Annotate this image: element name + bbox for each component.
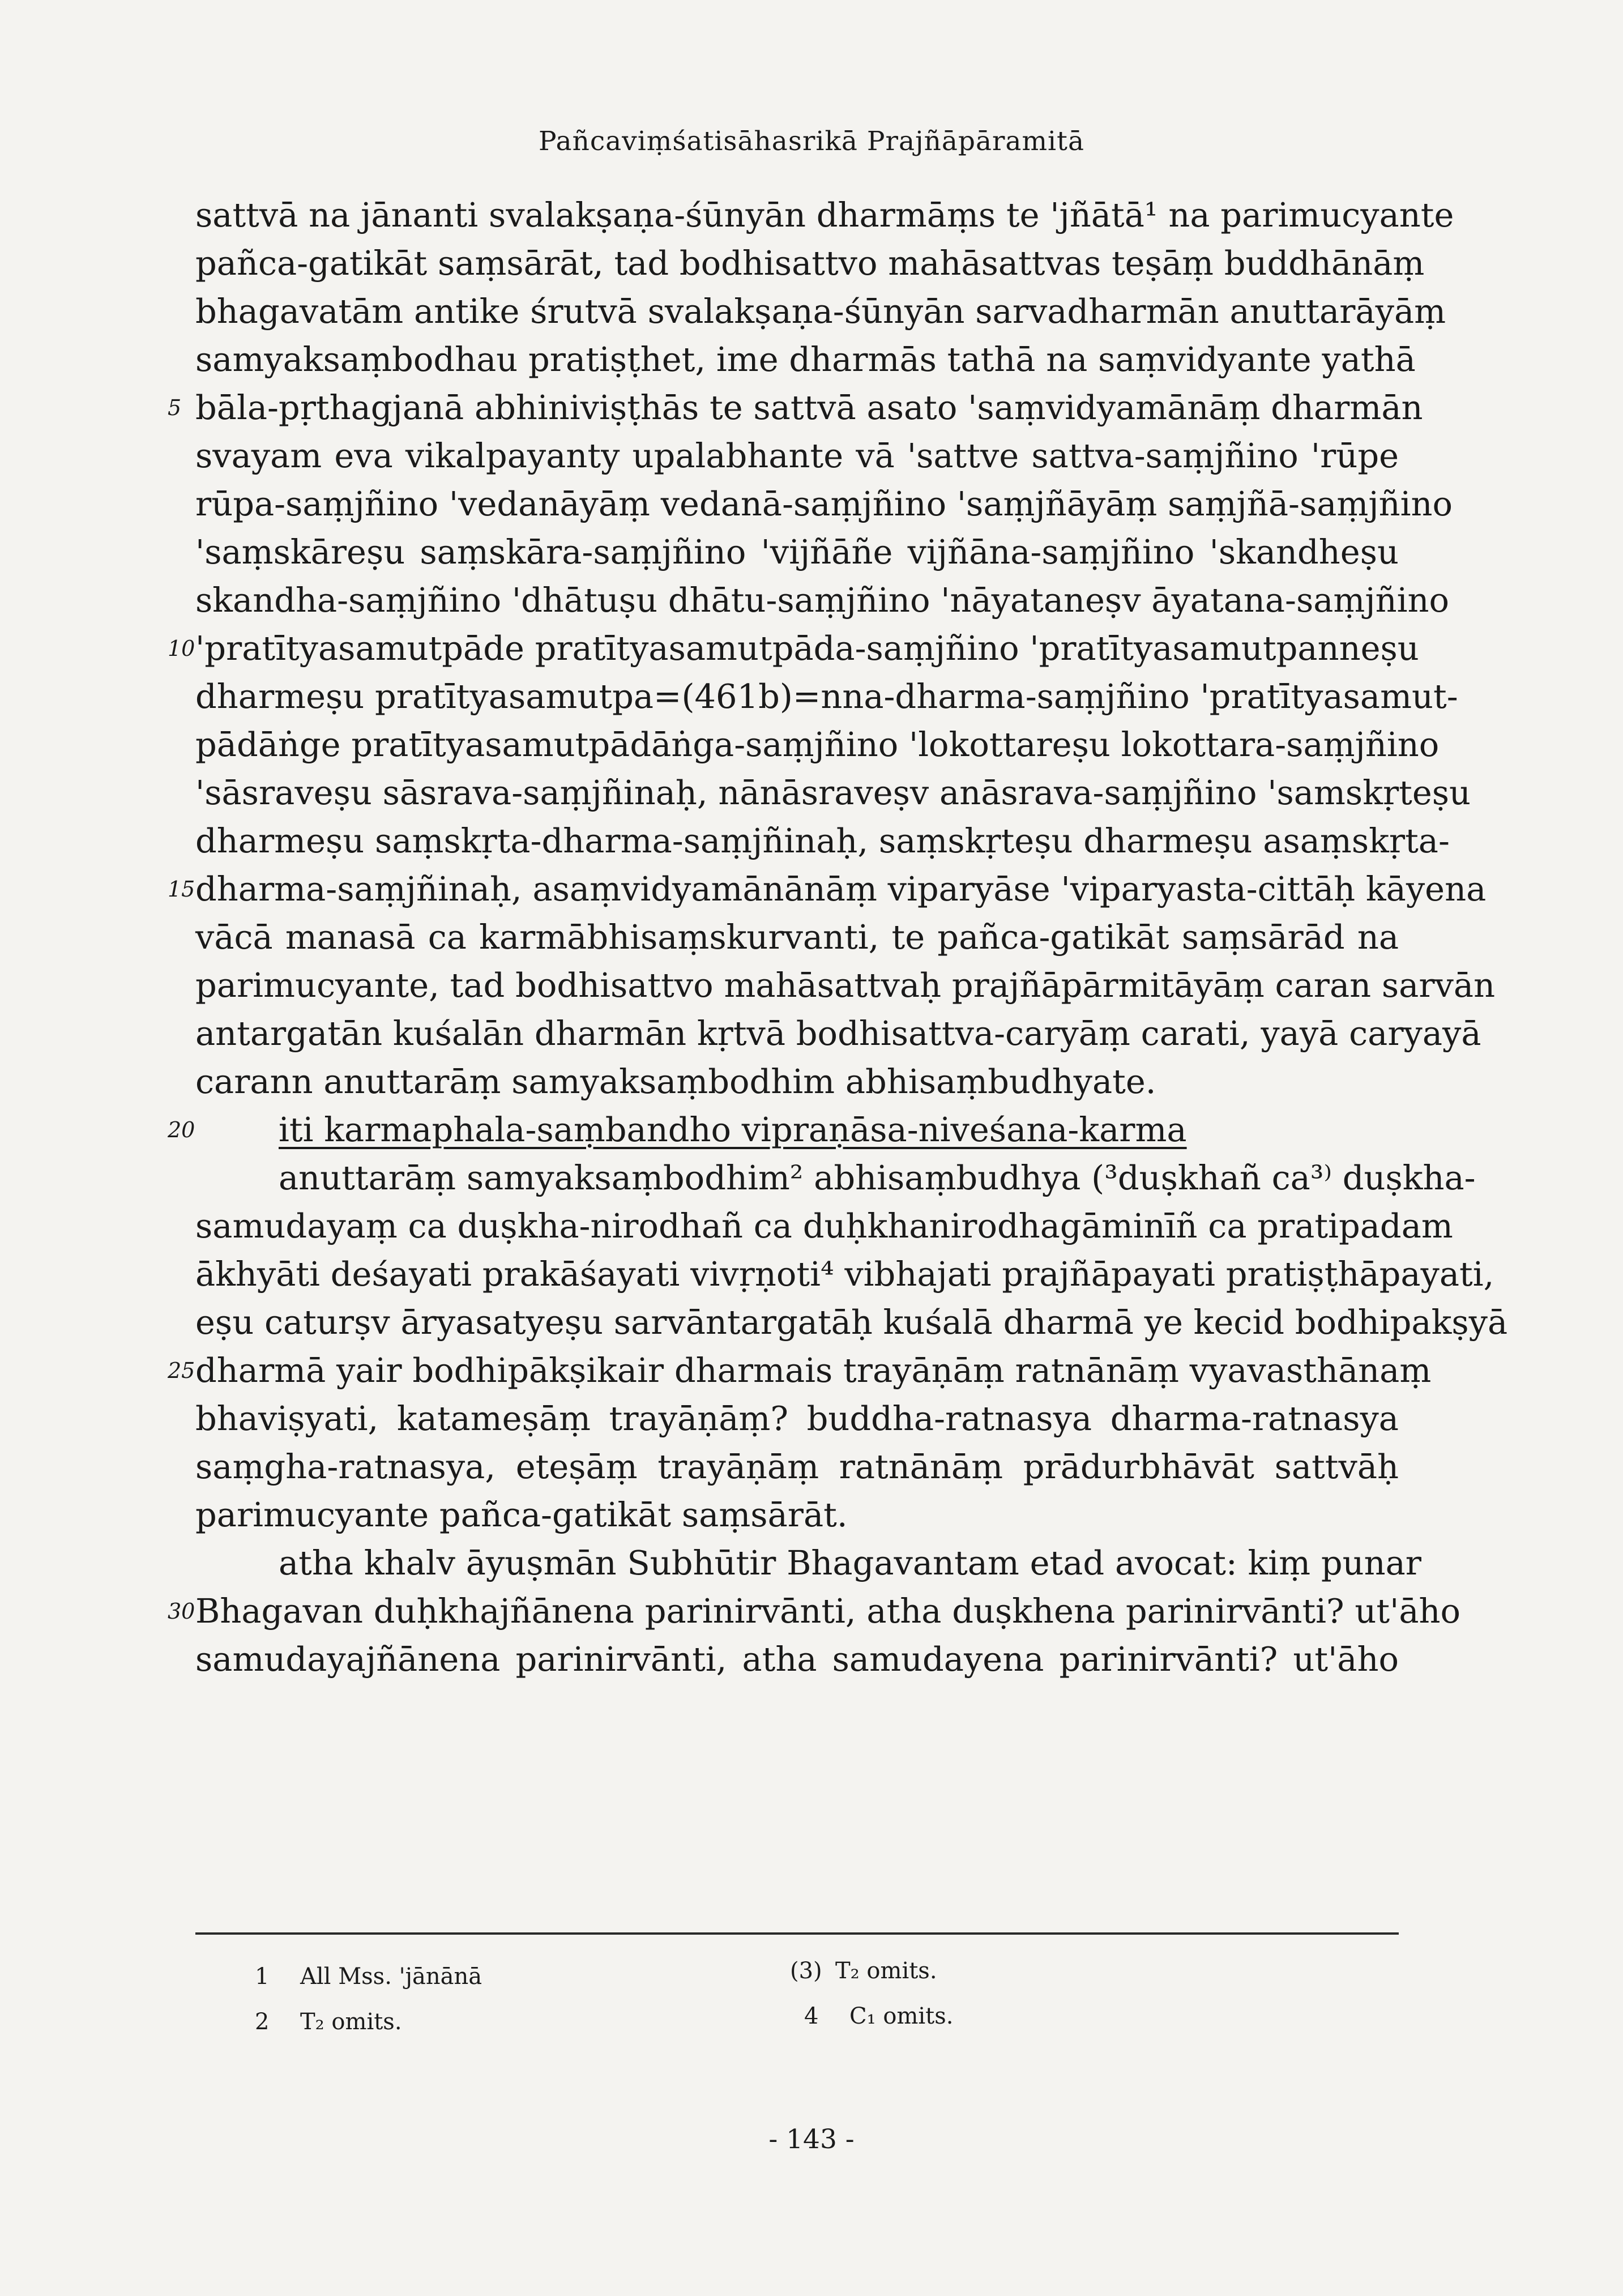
text-line-27: saṃgha-ratnasya, eteṣāṃ trayāṇāṃ ratnānāṃ prādurbhāvāt sattvāḥ [195,1447,1399,1486]
text-line-2: pañca-gatikāt saṃsārāt, tad bodhisattvo mahāsattvas teṣāṃ buddhānāṃ [195,244,1425,283]
footnote-2 [255,2008,402,2036]
text-line-11: dharmeṣu pratītyasamutpa=(461b)=nna-dharma-saṃjñino 'pratītyasamut- [195,677,1458,716]
line-number-25: 25 [168,1358,195,1383]
line-number-30: 30 [168,1599,195,1624]
section-heading: iti karmaphala-saṃbandho vipraṇāsa-niveśana-karma [279,1110,1187,1149]
text-line-15: dharma-saṃjñinaḥ, asaṃvidyamānānāṃ viparyāse 'viparyasta-cittāḥ kāyena [195,869,1487,908]
line-number-5: 5 [168,395,182,420]
text-line-22: samudayaṃ ca duṣkha-nirodhañ ca duḥkhanirodhagāminīñ ca pratipadam [195,1206,1453,1245]
text-line-31: samudayajñānena parinirvānti, atha samudayena parinirvānti? ut'āho [195,1640,1399,1679]
text-line-25: dharmā yair bodhipākṣikair dharmais trayāṇāṃ ratnānāṃ vyavasthānaṃ [195,1351,1432,1390]
footnote-number: (3) [790,1958,822,1984]
text-line-13: 'sāsraveṣu sāsrava-saṃjñinaḥ, nānāsraveṣv anāsrava-saṃjñino 'samskṛteṣu [195,773,1471,812]
line-number-15: 15 [168,877,195,902]
text-line-17: parimucyante, tad bodhisattvo mahāsattvaḥ prajñāpārmitāyāṃ caran sarvān [195,966,1496,1005]
text-line-16: vācā manasā ca karmābhisaṃskurvanti, te pañca-gatikāt saṃsārād na [195,917,1399,957]
text-line-24: eṣu caturṣv āryasatyeṣu sarvāntargatāḥ kuśalā dharmā ye kecid bodhipakṣyā [195,1303,1508,1342]
text-line-4: samyaksaṃbodhau pratiṣṭhet, ime dharmās tathā na saṃvidyante yathā [195,340,1416,379]
text-line-14: dharmeṣu saṃskṛta-dharma-saṃjñinaḥ, saṃskṛteṣu dharmeṣu asaṃskṛta- [195,821,1450,860]
text-line-12: pādāṅge pratītyasamutpādāṅga-saṃjñino 'lokottareṣu lokottara-saṃjñino [195,725,1440,764]
text-line-6: svayam eva vikalpayanty upalabhante vā 'sattve sattva-saṃjñino 'rūpe [195,436,1399,475]
line-number-10: 10 [168,636,195,661]
footnote-rule [195,1932,1399,1935]
text-line-10: 'pratītyasamutpāde pratītyasamutpāda-saṃjñino 'pratītyasamutpanneṣu [195,629,1419,668]
footnote-text: T₂ omits. [300,2009,402,2035]
text-line-1: sattvā na jānanti svalakṣaṇa-śūnyān dharmāṃs te 'jñātā¹ na parimucyante [195,195,1454,234]
text-line-3: bhagavatām antike śrutvā svalakṣaṇa-śūnyān sarvadharmān anuttarāyāṃ [195,292,1446,331]
text-line-30: Bhagavan duḥkhajñānena parinirvānti, atha duṣkhena parinirvānti? ut'āho [195,1591,1461,1631]
footnote-number: 2 [255,2009,270,2035]
footnote-text: T₂ omits. [835,1958,937,1984]
text-line-8: 'saṃskāreṣu saṃskāra-saṃjñino 'vijñāñe vijñāna-saṃjñino 'skandheṣu [195,532,1399,571]
text-line-7: rūpa-saṃjñino 'vedanāyāṃ vedanā-saṃjñino 'saṃjñāyāṃ saṃjñā-saṃjñino [195,484,1453,523]
text-line-9: skandha-saṃjñino 'dhātuṣu dhātu-saṃjñino 'nāyataneṣv āyatana-saṃjñino [195,581,1450,620]
footnote-number: 1 [255,1964,270,1990]
footnote-text: All Mss. 'jānānā [300,1964,482,1990]
text-line-5: bāla-pṛthagjanā abhiniviṣṭhās te sattvā asato 'saṃvidyamānāṃ dharmān [195,388,1423,427]
text-line-26: bhaviṣyati, katameṣāṃ trayāṇāṃ? buddha-ratnasya dharma-ratnasya [195,1399,1399,1438]
footnote-3 [790,1957,937,1985]
text-line-21: anuttarāṃ samyaksaṃbodhim² abhisaṃbudhya (³duṣkhañ ca³⁾ duṣkha- [279,1158,1476,1197]
text-line-29: atha khalv āyuṣmān Subhūtir Bhagavantam etad avocat: kiṃ punar [279,1543,1422,1582]
page-number: - 143 - [768,2124,855,2155]
text-line-23: ākhyāti deśayati prakāśayati vivṛṇoti⁴ vibhajati prajñāpayati pratiṣṭhāpayati, [195,1254,1494,1294]
footnote-4 [804,2002,953,2030]
running-head: Pañcaviṃśatisāhasrikā Prajñāpāramitā [539,126,1084,157]
line-number-20: 20 [168,1117,195,1142]
footnote-1 [255,1962,482,1991]
text-line-19: carann anuttarāṃ samyaksaṃbodhim abhisaṃbudhyate. [195,1062,1156,1101]
footnote-text: C₁ omits. [849,2003,954,2029]
text-line-28: parimucyante pañca-gatikāt saṃsārāt. [195,1495,848,1534]
text-line-18: antargatān kuśalān dharmān kṛtvā bodhisattva-caryāṃ carati, yayā caryayā [195,1014,1481,1053]
footnote-number: 4 [804,2003,819,2029]
